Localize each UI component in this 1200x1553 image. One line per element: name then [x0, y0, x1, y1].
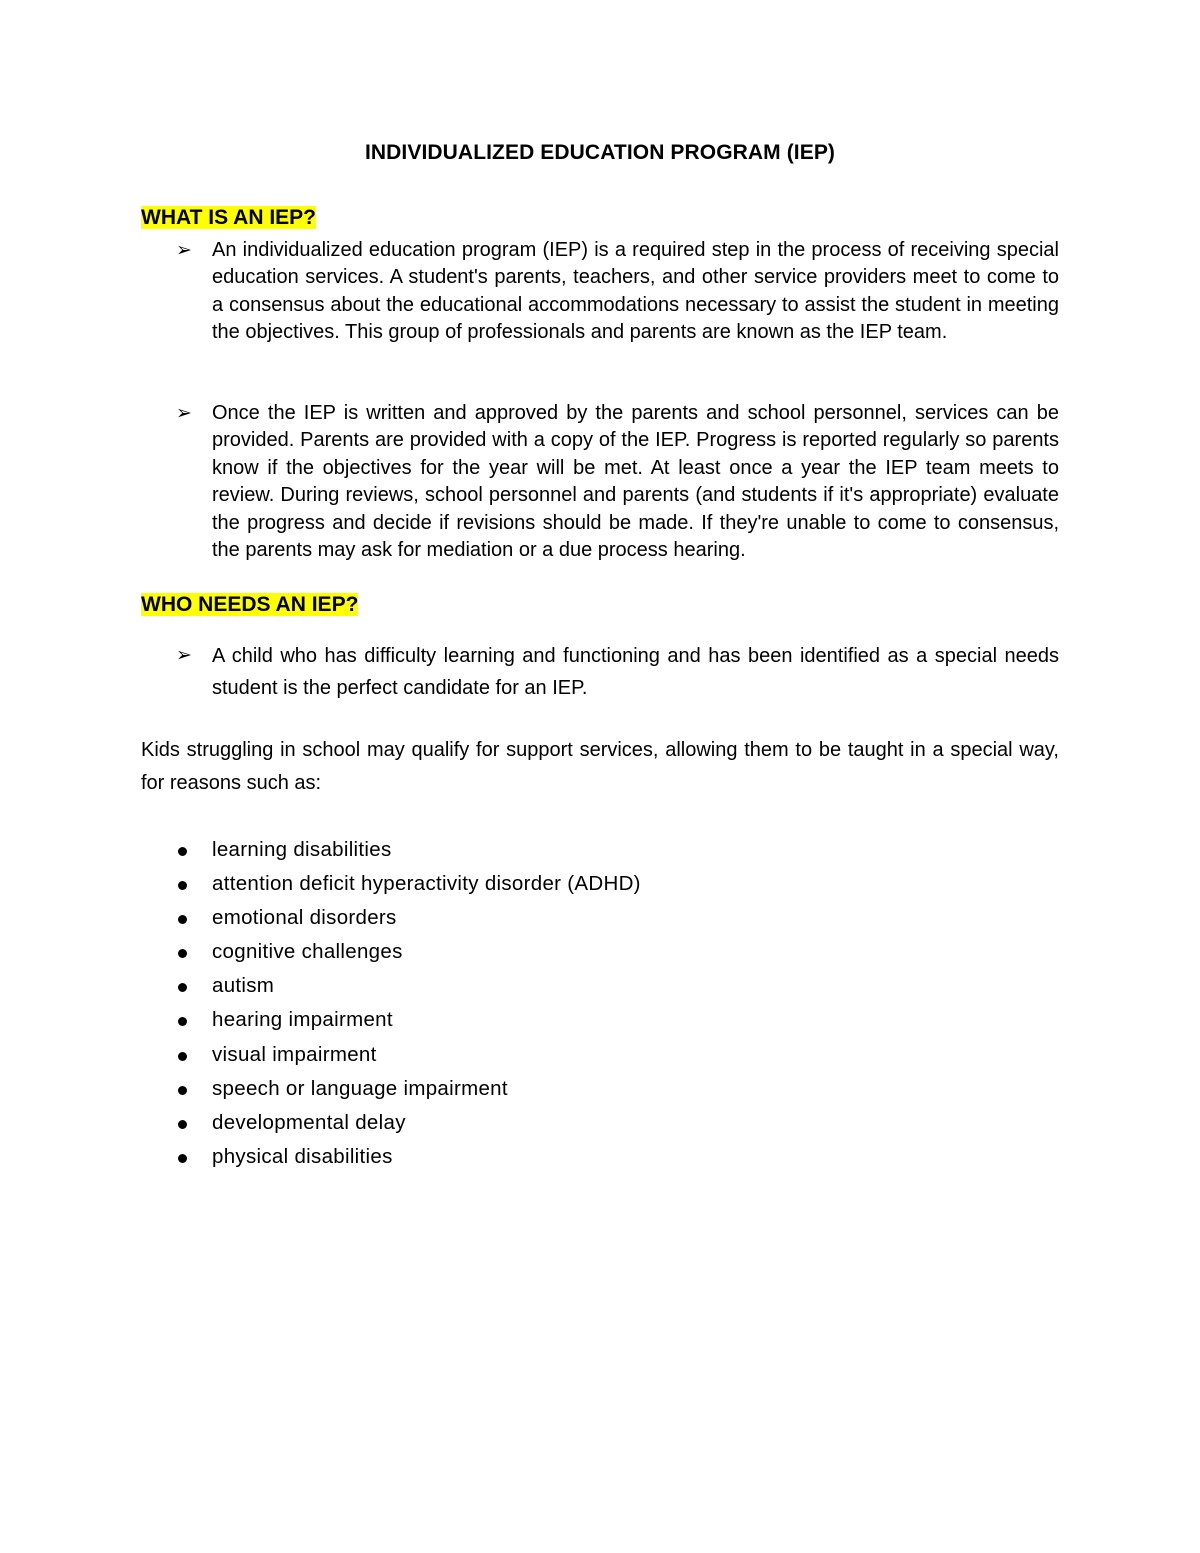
- reason-item: [176, 970, 641, 1004]
- reason-item: [176, 936, 641, 970]
- section-heading-what-is-iep: [141, 206, 316, 230]
- arrow-bullet-icon: ➢: [176, 403, 192, 424]
- bullet-dot-icon: [178, 1052, 187, 1061]
- reason-item: [176, 1039, 641, 1073]
- reason-text: developmental delay: [212, 1110, 406, 1134]
- reason-item: [176, 1107, 641, 1141]
- highlighted-heading-text: WHO NEEDS AN IEP?: [141, 593, 359, 616]
- reason-item: [176, 902, 641, 936]
- bullet-dot-icon: [178, 1017, 187, 1026]
- reason-text: emotional disorders: [212, 906, 397, 930]
- arrow-bullet-icon: ➢: [176, 645, 192, 666]
- bullet-dot-icon: [178, 983, 187, 992]
- intro-paragraph: Kids struggling in school may qualify for support services, allowing them to be taught in a special way, for reasons such as:: [141, 739, 1059, 794]
- bullet-dot-icon: [178, 949, 187, 958]
- reason-text: autism: [212, 974, 275, 998]
- bullet-dot-icon: [178, 1086, 187, 1095]
- list-item: [176, 640, 1059, 704]
- reason-text: hearing impairment: [212, 1008, 393, 1032]
- reason-text: learning disabilities: [212, 838, 392, 861]
- reason-item: [176, 834, 641, 868]
- bullet-dot-icon: [178, 1120, 187, 1129]
- reason-item: [176, 1004, 641, 1038]
- bullet-dot-icon: [178, 847, 187, 856]
- list-item: [176, 237, 1059, 347]
- reason-text: cognitive challenges: [212, 940, 403, 964]
- list-item: [176, 400, 1059, 564]
- reasons-list: [176, 834, 641, 1175]
- section-heading-who-needs-iep: [141, 593, 358, 617]
- reason-text: attention deficit hyperactivity disorder (ADHD): [212, 872, 641, 896]
- reason-text: physical disabilities: [212, 1144, 393, 1168]
- reason-item: [176, 1073, 641, 1107]
- reason-text: speech or language impairment: [212, 1076, 508, 1100]
- bullet-dot-icon: [178, 881, 187, 890]
- highlighted-heading-text: WHAT IS AN IEP?: [141, 206, 316, 229]
- bullet-dot-icon: [178, 915, 187, 924]
- reason-item: [176, 868, 641, 902]
- reason-item: [176, 1141, 641, 1175]
- reason-text: visual impairment: [212, 1042, 377, 1066]
- arrow-bullet-icon: ➢: [176, 240, 192, 261]
- list-item-text: A child who has difficulty learning and functioning and has been identified as a special needs student is the perfect candidate for an IEP.: [212, 645, 1059, 699]
- document-title: INDIVIDUALIZED EDUCATION PROGRAM (IEP): [364, 141, 836, 164]
- list-item-text: Once the IEP is written and approved by the parents and school personnel, services can be provided. Parents are provided with a copy of the IEP. Progress is reported regularly so parents know if the objectives for the year will be met. At least once a year the IEP team meets to review. During reviews, school personnel and parents (and students if it's appropriate) evaluate the progress and decide if revisions should be made. If they're unable to come to consensus, the parents may ask for mediation or a due process hearing.: [212, 402, 1059, 562]
- bullet-dot-icon: [178, 1154, 187, 1163]
- list-item-text: An individualized education program (IEP) is a required step in the process of receiving special education services. A student's parents, teachers, and other service providers meet to come to a consensus about the educational accommodations necessary to assist the student in meeting the objectives. This group of professionals and parents are known as the IEP team.: [212, 239, 1059, 344]
